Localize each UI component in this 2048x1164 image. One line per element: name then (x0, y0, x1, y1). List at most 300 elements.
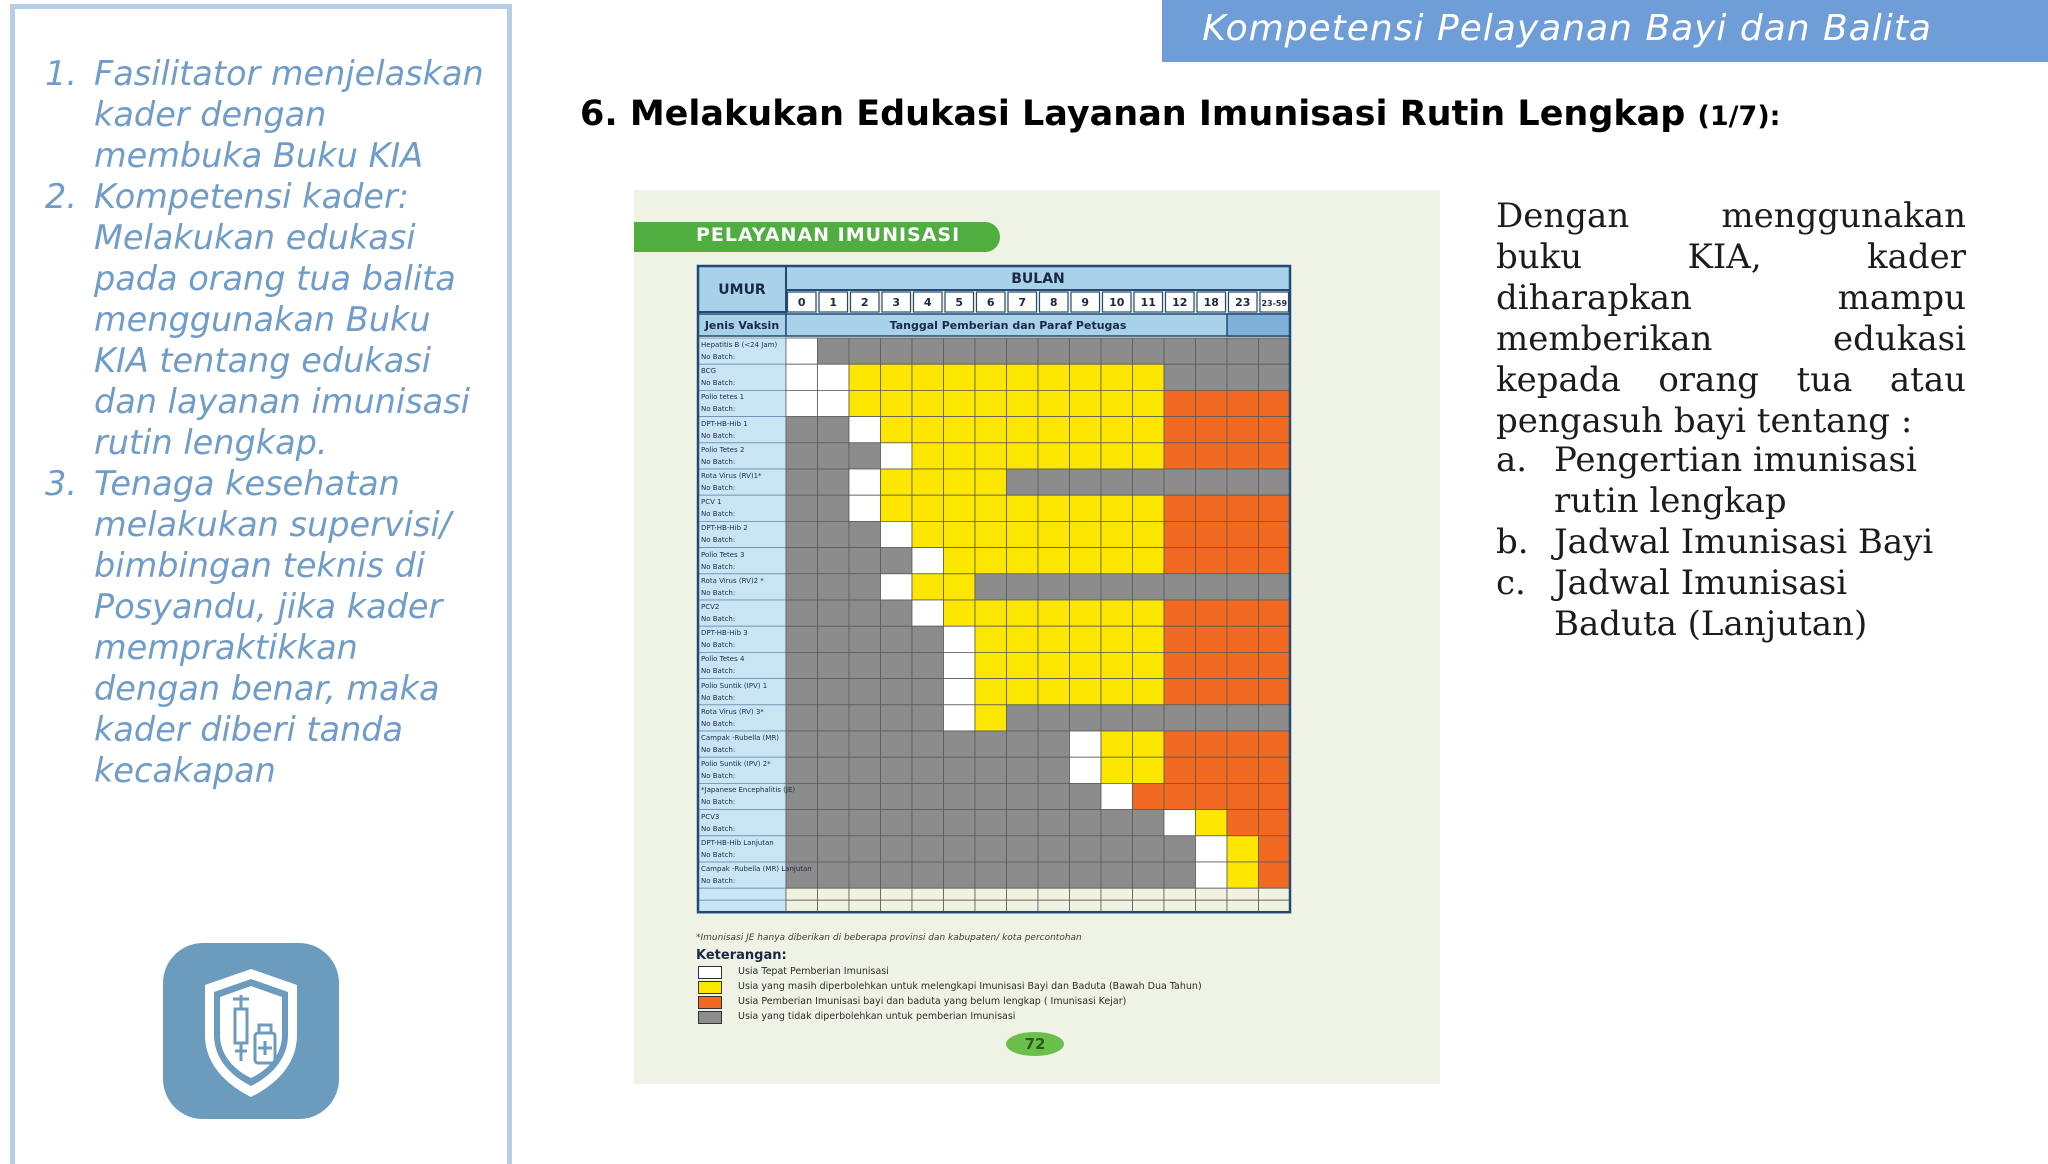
schedule-cell (1227, 443, 1259, 469)
schedule-cell (1164, 548, 1196, 574)
schedule-cell (881, 626, 913, 652)
vaccine-label: DPT-HB-Hib 2 (701, 524, 748, 533)
schedule-cell (1038, 417, 1070, 443)
schedule-cell (1196, 521, 1228, 547)
legend-text: Usia yang tidak diperbolehkan untuk pemberian Imunisasi (738, 1011, 1016, 1022)
schedule-cell (1070, 705, 1102, 731)
vaccine-label: Rota Virus (RV)1* (701, 472, 762, 480)
schedule-cell (912, 574, 944, 600)
schedule-cell (881, 364, 913, 390)
empty-row-cell (975, 888, 1007, 900)
schedule-cell (1101, 443, 1133, 469)
schedule-cell (1259, 679, 1291, 705)
schedule-cell (1101, 469, 1133, 495)
schedule-cell (1101, 862, 1133, 888)
schedule-cell (818, 469, 850, 495)
batch-label: No Batch: (701, 536, 736, 545)
schedule-cell (1101, 652, 1133, 678)
vaccine-name (701, 601, 785, 625)
instruction-item (45, 176, 485, 463)
schedule-cell (786, 469, 818, 495)
schedule-cell (1196, 679, 1228, 705)
schedule-cell (1007, 626, 1039, 652)
schedule-cell (944, 521, 976, 547)
schedule-cell (786, 836, 818, 862)
month-label: 8 (1049, 296, 1058, 309)
schedule-cell (818, 574, 850, 600)
schedule-cell (1070, 810, 1102, 836)
empty-row-cell (786, 900, 818, 912)
schedule-cell (1007, 600, 1039, 626)
schedule-cell (818, 600, 850, 626)
schedule-cell (1196, 652, 1228, 678)
schedule-cell (818, 862, 850, 888)
schedule-cell (786, 600, 818, 626)
batch-label: No Batch: (701, 746, 736, 754)
schedule-cell (944, 862, 976, 888)
schedule-cell (881, 417, 913, 443)
schedule-cell (1133, 495, 1165, 521)
schedule-cell (881, 443, 913, 469)
schedule-cell (1038, 338, 1070, 364)
instruction-item (45, 53, 485, 176)
schedule-cell (1196, 757, 1228, 783)
schedule-cell (786, 443, 818, 469)
schedule-cell (1007, 338, 1039, 364)
schedule-cell (1133, 364, 1165, 390)
schedule-cell (944, 757, 976, 783)
schedule-cell (912, 548, 944, 574)
schedule-cell (818, 495, 850, 521)
schedule-cell (1070, 862, 1102, 888)
schedule-cell (1133, 652, 1165, 678)
schedule-cell (881, 783, 913, 809)
empty-row-cell (818, 888, 850, 900)
schedule-cell (1133, 443, 1165, 469)
schedule-cell (1101, 783, 1133, 809)
schedule-cell (1133, 862, 1165, 888)
schedule-cell (1259, 731, 1291, 757)
schedule-cell (1164, 495, 1196, 521)
schedule-cell (881, 757, 913, 783)
schedule-cell (786, 495, 818, 521)
schedule-cell (912, 731, 944, 757)
schedule-cell (818, 705, 850, 731)
schedule-cell (849, 417, 881, 443)
schedule-cell (944, 626, 976, 652)
schedule-cell (1101, 574, 1133, 600)
schedule-cell (912, 783, 944, 809)
schedule-cell (975, 705, 1007, 731)
jenis-header-text: Jenis Vaksin (704, 319, 780, 332)
schedule-cell (1038, 862, 1070, 888)
schedule-cell (1227, 469, 1259, 495)
schedule-cell (881, 390, 913, 416)
schedule-cell (849, 626, 881, 652)
schedule-cell (1227, 574, 1259, 600)
schedule-cell (1133, 548, 1165, 574)
vaccine-name (701, 522, 785, 546)
schedule-cell (1259, 705, 1291, 731)
schedule-cell (912, 390, 944, 416)
schedule-cell (1164, 574, 1196, 600)
month-label: 23 (1235, 296, 1251, 309)
schedule-cell (1259, 548, 1291, 574)
schedule-cell (1196, 443, 1228, 469)
schedule-cell (975, 417, 1007, 443)
schedule-cell (1259, 574, 1291, 600)
schedule-cell (1164, 652, 1196, 678)
schedule-cell (1007, 783, 1039, 809)
empty-row-cell (786, 888, 818, 900)
legend-swatch (698, 1011, 722, 1024)
schedule-cell (1164, 705, 1196, 731)
vaccine-name (701, 496, 785, 520)
schedule-cell (1101, 495, 1133, 521)
instruction-item (45, 463, 485, 791)
schedule-cell (1038, 652, 1070, 678)
banner-title: Kompetensi Pelayanan Bayi dan Balita (1202, 8, 1932, 49)
month-label: 9 (1081, 296, 1090, 309)
schedule-cell (1101, 679, 1133, 705)
empty-row-cell (1101, 900, 1133, 912)
schedule-cell (1133, 600, 1165, 626)
schedule-cell (1227, 836, 1259, 862)
instruction-text: Fasilitator menjelaskan kader dengan membuka Buku KIA (94, 54, 484, 175)
schedule-cell (1070, 600, 1102, 626)
schedule-cell (1164, 469, 1196, 495)
schedule-cell (975, 679, 1007, 705)
schedule-cell (975, 521, 1007, 547)
schedule-cell (849, 679, 881, 705)
schedule-cell (975, 548, 1007, 574)
vaccine-label: BCG (701, 367, 716, 376)
schedule-cell (1101, 626, 1133, 652)
schedule-cell (944, 810, 976, 836)
tanggal-header-accent (1227, 314, 1290, 336)
schedule-cell (786, 548, 818, 574)
schedule-cell (975, 469, 1007, 495)
schedule-cell (818, 521, 850, 547)
vaccine-name (701, 653, 785, 677)
schedule-cell (849, 705, 881, 731)
schedule-cell (786, 626, 818, 652)
vaccine-label: Rota Virus (RV) 3* (701, 707, 764, 716)
schedule-cell (1038, 548, 1070, 574)
batch-label: No Batch: (701, 379, 736, 388)
schedule-cell (881, 600, 913, 626)
empty-row-cell (1101, 888, 1133, 900)
schedule-cell (975, 652, 1007, 678)
schedule-cell (1227, 600, 1259, 626)
schedule-cell (1196, 731, 1228, 757)
topic-item (1496, 522, 1976, 563)
schedule-cell (1007, 390, 1039, 416)
schedule-cell (1133, 705, 1165, 731)
empty-row-cell (944, 888, 976, 900)
schedule-cell (1070, 731, 1102, 757)
topic-item (1496, 440, 1976, 522)
schedule-cell (1070, 338, 1102, 364)
schedule-cell (975, 836, 1007, 862)
schedule-cell (1164, 731, 1196, 757)
schedule-cell (1101, 390, 1133, 416)
schedule-cell (881, 705, 913, 731)
schedule-cell (912, 338, 944, 364)
schedule-cell (1164, 521, 1196, 547)
schedule-cell (1133, 836, 1165, 862)
batch-label: No Batch: (701, 431, 736, 440)
schedule-cell (1227, 679, 1259, 705)
batch-label: No Batch: (701, 562, 736, 571)
schedule-cell (818, 443, 850, 469)
month-label: 12 (1172, 296, 1188, 309)
schedule-cell (1227, 417, 1259, 443)
schedule-cell (1101, 600, 1133, 626)
vaccine-label: Polio tetes 1 (701, 393, 745, 402)
schedule-cell (1164, 338, 1196, 364)
schedule-cell (881, 679, 913, 705)
schedule-cell (786, 757, 818, 783)
schedule-cell (881, 731, 913, 757)
month-label: 2 (860, 296, 869, 309)
vaccine-label: Polio Tetes 3 (701, 550, 745, 559)
schedule-cell (975, 574, 1007, 600)
vaccine-label: DPT-HB-Hib 1 (701, 419, 748, 428)
schedule-cell (1259, 390, 1291, 416)
schedule-cell (912, 862, 944, 888)
schedule-cell (1133, 731, 1165, 757)
schedule-cell (975, 495, 1007, 521)
schedule-cell (1259, 338, 1291, 364)
schedule-cell (1259, 626, 1291, 652)
empty-row-name (698, 888, 786, 900)
schedule-cell (1070, 469, 1102, 495)
schedule-cell (849, 783, 881, 809)
instruction-number: 1. (45, 54, 77, 93)
schedule-cell (881, 574, 913, 600)
schedule-cell (912, 652, 944, 678)
empty-row-cell (1007, 900, 1039, 912)
batch-label: No Batch: (701, 877, 736, 885)
empty-row-cell (944, 900, 976, 912)
empty-row-cell (1259, 900, 1291, 912)
schedule-cell (849, 364, 881, 390)
schedule-cell (1007, 836, 1039, 862)
schedule-cell (912, 679, 944, 705)
schedule-cell (944, 417, 976, 443)
month-label: 5 (955, 296, 964, 309)
schedule-cell (1259, 836, 1291, 862)
schedule-cell (881, 548, 913, 574)
schedule-cell (1164, 390, 1196, 416)
legend-swatch (698, 981, 722, 994)
vaccine-name (701, 680, 785, 704)
schedule-cell (1196, 600, 1228, 626)
schedule-cell (1259, 495, 1291, 521)
batch-label: No Batch: (701, 667, 736, 676)
schedule-cell (818, 390, 850, 416)
batch-label: No Batch: (701, 693, 736, 702)
schedule-cell (1164, 862, 1196, 888)
schedule-cell (1038, 810, 1070, 836)
schedule-cell (1164, 810, 1196, 836)
empty-row-cell (1227, 888, 1259, 900)
batch-label: No Batch: (701, 719, 736, 728)
vaccine-label: Rota Virus (RV)2 * (701, 576, 764, 585)
schedule-cell (912, 705, 944, 731)
vaccine-name (701, 784, 796, 808)
schedule-cell (944, 783, 976, 809)
schedule-cell (1259, 810, 1291, 836)
schedule-cell (1227, 705, 1259, 731)
topic-label: b. (1496, 522, 1529, 562)
schedule-cell (912, 626, 944, 652)
empty-row-cell (1070, 888, 1102, 900)
schedule-cell (849, 521, 881, 547)
batch-label: No Batch: (701, 824, 736, 833)
vaccine-label: Polio Tetes 4 (701, 655, 745, 664)
schedule-cell (1164, 783, 1196, 809)
schedule-cell (818, 548, 850, 574)
schedule-cell (1196, 705, 1228, 731)
schedule-cell (1196, 836, 1228, 862)
immunization-schedule-figure (634, 190, 1440, 1084)
vaccine-name (701, 444, 785, 468)
schedule-cell (1196, 783, 1228, 809)
schedule-cell (1007, 652, 1039, 678)
schedule-cell (944, 652, 976, 678)
schedule-cell (1196, 417, 1228, 443)
page-number-badge: 72 (1006, 1032, 1064, 1056)
schedule-cell (1101, 810, 1133, 836)
schedule-cell (1101, 364, 1133, 390)
vaccine-label: PCV2 (701, 603, 720, 611)
schedule-cell (1133, 469, 1165, 495)
section-banner (1162, 0, 2048, 62)
schedule-cell (944, 443, 976, 469)
instruction-text: Kompetensi kader: Melakukan edukasi pada orang tua balita menggunakan Buku KIA tentang edukasi dan layanan imunisasi rutin lengkap. (94, 177, 470, 462)
schedule-cell (912, 443, 944, 469)
schedule-cell (786, 390, 818, 416)
empty-row-cell (881, 888, 913, 900)
vaccine-name (701, 758, 785, 782)
schedule-cell (1007, 521, 1039, 547)
schedule-cell (849, 495, 881, 521)
schedule-cell (1196, 469, 1228, 495)
schedule-cell (786, 417, 818, 443)
topic-label: c. (1496, 563, 1526, 603)
schedule-cell (975, 862, 1007, 888)
schedule-cell (1259, 521, 1291, 547)
schedule-cell (786, 521, 818, 547)
schedule-cell (1196, 338, 1228, 364)
month-label: 0 (797, 296, 806, 309)
schedule-cell (1038, 443, 1070, 469)
schedule-cell (975, 338, 1007, 364)
schedule-cell (1101, 731, 1133, 757)
schedule-cell (912, 757, 944, 783)
schedule-cell (912, 836, 944, 862)
topic-list (1496, 440, 1976, 645)
topic-item (1496, 563, 1976, 645)
schedule-cell (1133, 338, 1165, 364)
batch-label: No Batch: (701, 798, 736, 807)
month-label: 10 (1109, 296, 1125, 309)
schedule-cell (849, 548, 881, 574)
schedule-cell (1164, 600, 1196, 626)
vaccine-label: Campak -Rubella (MR) (701, 734, 780, 742)
vaccine-name (701, 365, 785, 389)
schedule-cell (1101, 836, 1133, 862)
empty-row-cell (1007, 888, 1039, 900)
vaccine-label: Polio Suntik (IPV) 2* (701, 760, 771, 769)
schedule-cell (1070, 757, 1102, 783)
schedule-cell (1133, 783, 1165, 809)
month-label: 23-59 (1261, 299, 1288, 308)
schedule-cell (1133, 521, 1165, 547)
schedule-cell (849, 600, 881, 626)
schedule-cell (1164, 757, 1196, 783)
schedule-cell (1101, 417, 1133, 443)
empty-row-cell (1038, 888, 1070, 900)
schedule-cell (1070, 836, 1102, 862)
schedule-cell (1070, 652, 1102, 678)
schedule-cell (881, 836, 913, 862)
schedule-cell (1259, 757, 1291, 783)
schedule-cell (1259, 417, 1291, 443)
schedule-cell (1038, 757, 1070, 783)
schedule-cell (818, 338, 850, 364)
empty-row-cell (912, 900, 944, 912)
month-label: 11 (1140, 296, 1156, 309)
figure-footnote: *Imunisasi JE hanya diberikan di beberapa provinsi dan kabupaten/ kota percontohan (696, 933, 1082, 943)
schedule-cell (1038, 679, 1070, 705)
empty-row-cell (975, 900, 1007, 912)
schedule-cell (881, 338, 913, 364)
instruction-number: 2. (45, 177, 77, 216)
schedule-cell (786, 810, 818, 836)
schedule-cell (818, 757, 850, 783)
empty-row-cell (849, 888, 881, 900)
schedule-cell (975, 600, 1007, 626)
schedule-cell (1070, 574, 1102, 600)
batch-label: No Batch: (701, 353, 736, 361)
schedule-cell (975, 810, 1007, 836)
schedule-cell (1101, 705, 1133, 731)
schedule-cell (1164, 626, 1196, 652)
schedule-cell (1259, 862, 1291, 888)
batch-label: No Batch: (701, 588, 736, 597)
schedule-cell (786, 652, 818, 678)
month-label: 1 (829, 296, 838, 309)
batch-label: No Batch: (701, 772, 736, 781)
schedule-cell (1101, 757, 1133, 783)
empty-row-cell (912, 888, 944, 900)
month-label: 6 (986, 296, 995, 309)
empty-row-cell (1070, 900, 1102, 912)
batch-label: No Batch: (701, 457, 736, 466)
schedule-cell (1227, 783, 1259, 809)
schedule-cell (1038, 521, 1070, 547)
empty-row-cell (1133, 900, 1165, 912)
schedule-cell (1038, 836, 1070, 862)
topic-text: Pengertian imunisasi rutin lengkap (1554, 440, 1917, 521)
month-label: 7 (1018, 296, 1027, 309)
schedule-cell (1133, 574, 1165, 600)
vaccine-name (701, 470, 785, 494)
vaccine-label: DPT-HB-Hib Lanjutan (701, 838, 774, 847)
